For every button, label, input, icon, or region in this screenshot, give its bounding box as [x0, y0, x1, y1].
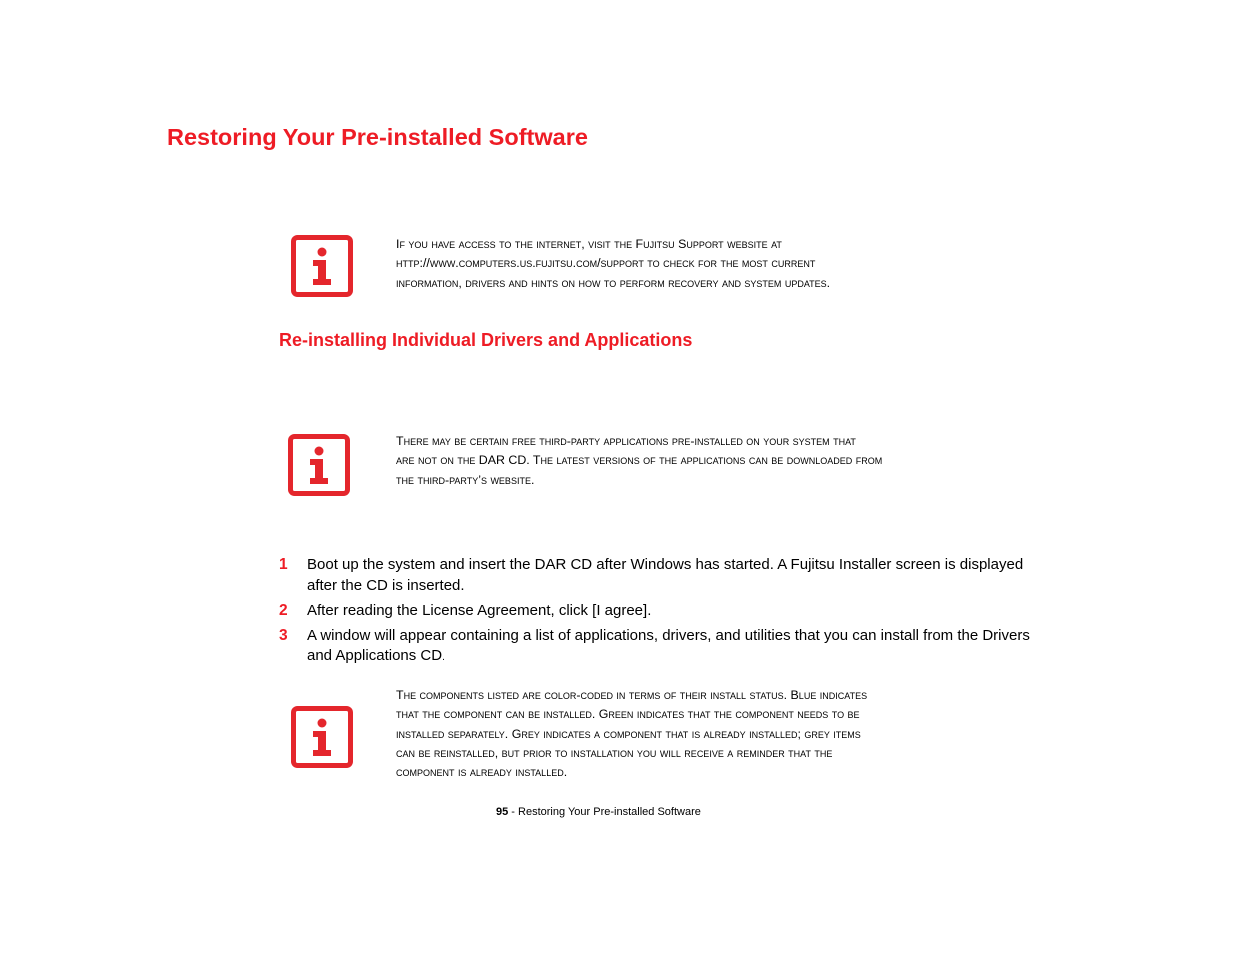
page-number: 95 [496, 806, 509, 818]
page-footer [496, 806, 701, 818]
list-item [279, 626, 1069, 669]
step-number: 1 [279, 556, 288, 573]
step-line: after the CD is inserted. [307, 576, 465, 594]
step-text [307, 626, 1069, 669]
note-line: information, drivers and hints on how to perform recovery and system updates. [396, 275, 831, 290]
step-line: A window will appear containing a list of applications, drivers, and utilities that you can install from the Drivers [307, 626, 1030, 644]
note-line: component is already installed. [396, 765, 568, 780]
step-line-text: and Applications CD [307, 647, 443, 664]
step-line: Boot up the system and insert the DAR CD after Windows has started. A Fujitsu Installer screen is displayed [307, 556, 1024, 573]
note-line: can be reinstalled, but prior to installation you will receive a reminder that the [396, 745, 833, 760]
footer-text: - Restoring Your Pre-installed Software [508, 806, 701, 818]
info-icon [288, 434, 350, 496]
step-line: After reading the License Agreement, click [I agree]. [307, 601, 652, 619]
note-line: http://www.computers.us.fujitsu.com/support to check for the most current [396, 256, 816, 271]
info-icon [291, 706, 353, 768]
step-text [307, 555, 1069, 596]
step-line [307, 646, 1069, 669]
note-text [396, 235, 830, 293]
note-line: are not on the DAR CD. The latest versions of the applications can be downloaded from [396, 453, 883, 468]
list-item [279, 601, 1069, 622]
step-number: 2 [279, 601, 288, 619]
note-text [396, 432, 882, 490]
note-text [396, 686, 867, 782]
info-icon [291, 235, 353, 297]
steps-list [279, 555, 1069, 673]
page-title: Restoring Your Pre-installed Software [167, 124, 588, 150]
note-line: the third-party’s website. [396, 472, 535, 487]
note-line: There may be certain free third-party applications pre-installed on your system that [396, 434, 856, 448]
note-line: If you have access to the internet, visit the Fujitsu Support website at [396, 237, 782, 251]
step-number: 3 [279, 626, 288, 644]
list-item [279, 555, 1069, 596]
note-line: The components listed are color-coded in terms of their install status. Blue indicates [396, 688, 868, 702]
step-line-tail: . [442, 652, 445, 663]
section-title: Re-installing Individual Drivers and Applications [279, 330, 693, 350]
step-text [307, 601, 1069, 622]
note-line: that the component can be installed. Green indicates that the component needs to be [396, 707, 860, 722]
note-line: installed separately. Grey indicates a component that is already installed; grey items [396, 726, 861, 741]
